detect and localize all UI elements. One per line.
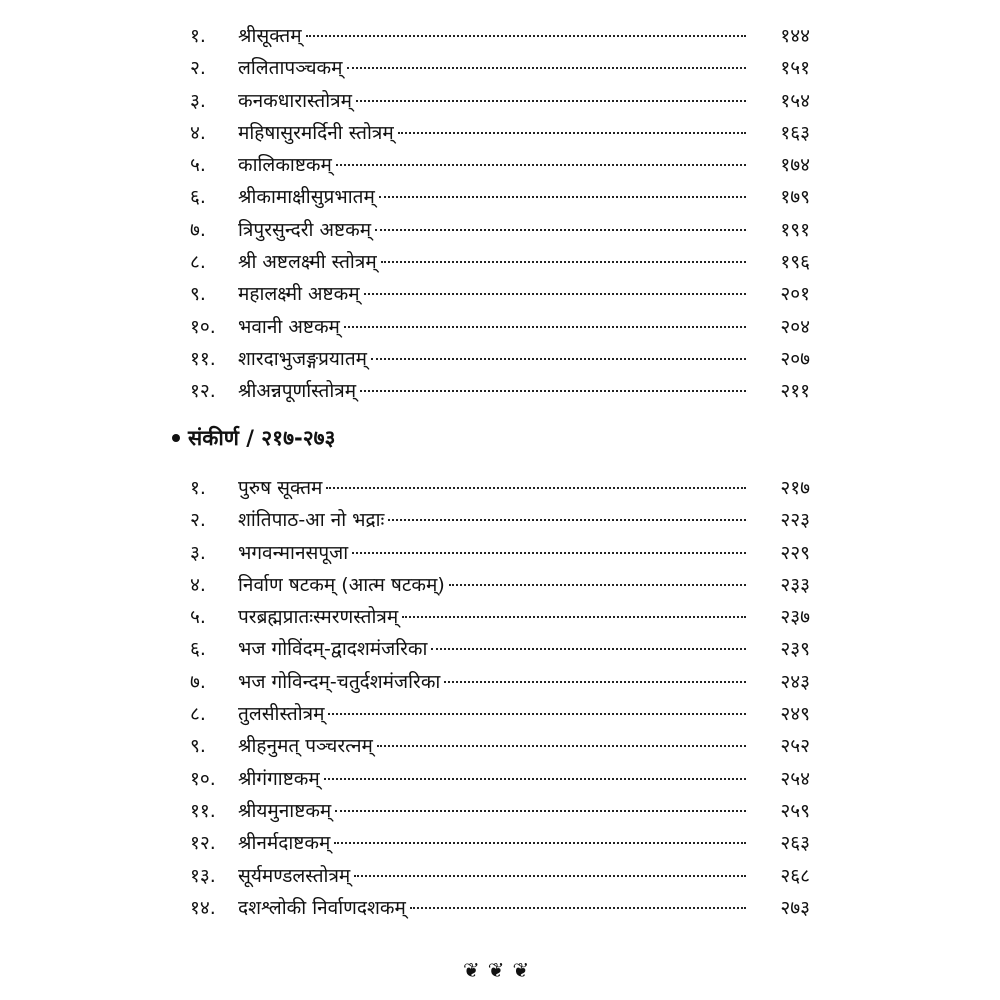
toc-row bbox=[190, 214, 810, 246]
dot-leader bbox=[336, 164, 746, 166]
footer-ornament-icon: ❦❦❦ bbox=[462, 958, 538, 982]
toc-row bbox=[190, 633, 810, 665]
toc-entry-number: ८. bbox=[190, 703, 206, 726]
toc-row bbox=[190, 569, 810, 601]
toc-entry-number: ६. bbox=[190, 186, 206, 209]
toc-entry-title: श्रीयमुनाष्टकम् bbox=[238, 799, 332, 822]
dot-leader bbox=[344, 326, 746, 328]
toc-entry-page: १४४ bbox=[780, 25, 810, 47]
section-heading-text: संकीर्ण / २१७-२७३ bbox=[188, 426, 336, 450]
toc-row bbox=[190, 85, 810, 117]
toc-entry-number: ८. bbox=[190, 251, 206, 274]
toc-entry-title: सूर्यमण्डलस्तोत्रम् bbox=[238, 864, 351, 887]
toc-entry-number: ३. bbox=[190, 89, 206, 112]
toc-entry-number: २. bbox=[190, 509, 206, 532]
dot-leader bbox=[334, 842, 746, 844]
toc-entry-number: १२. bbox=[190, 832, 216, 855]
toc-entry-page: २०७ bbox=[780, 347, 810, 370]
toc-entry-title: श्रीअन्नपूर्णास्तोत्रम् bbox=[238, 380, 357, 403]
toc-entry-page: १५४ bbox=[780, 89, 810, 112]
toc-entry-page: २३७ bbox=[780, 606, 810, 629]
dot-leader bbox=[375, 229, 746, 231]
toc-entry-number: ३. bbox=[190, 541, 206, 564]
toc-row bbox=[190, 375, 810, 407]
toc-row bbox=[190, 20, 810, 52]
dot-leader bbox=[326, 487, 746, 489]
toc-entry-page: २२३ bbox=[780, 509, 810, 532]
dot-leader bbox=[356, 100, 746, 102]
toc-entry-number: ४. bbox=[190, 573, 206, 596]
dot-leader bbox=[354, 875, 746, 877]
toc-list-sankirna bbox=[190, 472, 810, 924]
toc-entry-title: श्री अष्टलक्ष्मी स्तोत्रम् bbox=[238, 251, 377, 274]
toc-row bbox=[190, 343, 810, 375]
toc-entry-number: ११. bbox=[190, 347, 216, 370]
dot-leader bbox=[381, 261, 746, 263]
toc-row bbox=[190, 52, 810, 84]
toc-entry-number: १०. bbox=[190, 767, 216, 790]
toc-row bbox=[190, 537, 810, 569]
toc-entry-title: श्रीसूक्तम् bbox=[238, 25, 302, 47]
toc-entry-page: १५१ bbox=[780, 57, 810, 80]
toc-entry-title: निर्वाण षटकम् (आत्म षटकम्) bbox=[238, 573, 445, 596]
toc-entry-page: २४३ bbox=[780, 670, 810, 693]
toc-entry-page: २५२ bbox=[780, 735, 810, 758]
toc-entry-page: २७३ bbox=[780, 896, 810, 919]
dot-leader bbox=[324, 778, 746, 780]
dot-leader bbox=[364, 293, 746, 295]
section-heading bbox=[172, 424, 335, 452]
toc-entry-title: भज गोविन्दम्-चतुर्दशमंजरिका bbox=[238, 670, 441, 693]
toc-entry-page: १७४ bbox=[780, 154, 810, 177]
toc-row bbox=[190, 472, 810, 504]
toc-entry-number: १. bbox=[190, 25, 206, 47]
bullet-icon bbox=[172, 434, 180, 442]
dot-leader bbox=[410, 907, 746, 909]
toc-entry-title: पुरुष सूक्तम bbox=[238, 477, 323, 499]
dot-leader bbox=[402, 616, 746, 618]
toc-entry-number: १३. bbox=[190, 864, 216, 887]
toc-entry-title: कालिकाष्टकम् bbox=[238, 154, 332, 177]
dot-leader bbox=[306, 35, 746, 37]
toc-entry-title: ललितापञ्चकम् bbox=[238, 57, 343, 80]
toc-entry-page: २४९ bbox=[780, 703, 810, 726]
dot-leader bbox=[352, 552, 746, 554]
toc-entry-page: २०१ bbox=[780, 283, 810, 306]
toc-row bbox=[190, 246, 810, 278]
toc-entry-title: महालक्ष्मी अष्टकम् bbox=[238, 283, 360, 306]
toc-entry-title: श्रीहनुमत् पञ्चरत्नम् bbox=[238, 735, 373, 758]
toc-entry-number: ५. bbox=[190, 606, 206, 629]
toc-entry-page: २६८ bbox=[780, 864, 810, 887]
toc-entry-page: २५९ bbox=[780, 799, 810, 822]
toc-list-stotras bbox=[190, 20, 810, 408]
toc-entry-page: २३३ bbox=[780, 573, 810, 596]
toc-row bbox=[190, 730, 810, 762]
toc-entry-title: महिषासुरमर्दिनी स्तोत्रम् bbox=[238, 121, 394, 144]
toc-entry-page: २०४ bbox=[780, 315, 810, 338]
toc-row bbox=[190, 278, 810, 310]
toc-row bbox=[190, 117, 810, 149]
toc-entry-page: २१७ bbox=[780, 477, 810, 499]
dot-leader bbox=[431, 648, 746, 650]
toc-row bbox=[190, 311, 810, 343]
toc-entry-page: २२९ bbox=[780, 541, 810, 564]
toc-row bbox=[190, 860, 810, 892]
toc-entry-page: १६३ bbox=[780, 121, 810, 144]
toc-entry-number: ११. bbox=[190, 799, 216, 822]
toc-entry-page: २६३ bbox=[780, 832, 810, 855]
toc-entry-page: २३९ bbox=[780, 638, 810, 661]
toc-row bbox=[190, 698, 810, 730]
dot-leader bbox=[360, 390, 746, 392]
dot-leader bbox=[335, 810, 746, 812]
toc-entry-title: तुलसीस्तोत्रम् bbox=[238, 703, 325, 726]
dot-leader bbox=[377, 745, 746, 747]
toc-entry-number: ९. bbox=[190, 735, 206, 758]
toc-entry-page: १७९ bbox=[780, 186, 810, 209]
dot-leader bbox=[444, 681, 746, 683]
dot-leader bbox=[388, 519, 746, 521]
toc-entry-number: ५. bbox=[190, 154, 206, 177]
toc-row bbox=[190, 666, 810, 698]
toc-entry-title: शारदाभुजङ्गप्रयातम् bbox=[238, 347, 368, 370]
toc-entry-number: १२. bbox=[190, 380, 216, 403]
toc-entry-title: श्रीकामाक्षीसुप्रभातम् bbox=[238, 186, 375, 209]
toc-entry-title: त्रिपुरसुन्दरी अष्टकम् bbox=[238, 218, 372, 241]
toc-entry-title: परब्रह्मप्रातःस्मरणस्तोत्रम् bbox=[238, 606, 399, 629]
toc-entry-number: १०. bbox=[190, 315, 216, 338]
toc-entry-title: श्रीनर्मदाष्टकम् bbox=[238, 832, 331, 855]
toc-entry-number: ९. bbox=[190, 283, 206, 306]
toc-entry-title: दशश्लोकी निर्वाणदशकम् bbox=[238, 896, 406, 919]
toc-entry-number: १. bbox=[190, 477, 206, 499]
toc-entry-page: २५४ bbox=[780, 767, 810, 790]
toc-row bbox=[190, 795, 810, 827]
toc-entry-number: ७. bbox=[190, 218, 206, 241]
dot-leader bbox=[398, 132, 746, 134]
toc-entry-page: १९१ bbox=[780, 218, 810, 241]
toc-entry-page: १९६ bbox=[780, 251, 810, 274]
toc-entry-title: शांतिपाठ-आ नो भद्राः bbox=[238, 509, 385, 532]
dot-leader bbox=[371, 358, 746, 360]
toc-row bbox=[190, 149, 810, 181]
toc-entry-title: कनकधारास्तोत्रम् bbox=[238, 89, 353, 112]
toc-row bbox=[190, 181, 810, 213]
toc-row bbox=[190, 827, 810, 859]
toc-entry-number: ७. bbox=[190, 670, 206, 693]
toc-row bbox=[190, 892, 810, 924]
toc-entry-page: २११ bbox=[780, 380, 810, 403]
toc-entry-number: ४. bbox=[190, 121, 206, 144]
toc-entry-title: भज गोविंदम्-द्वादशमंजरिका bbox=[238, 638, 428, 661]
toc-entry-title: श्रीगंगाष्टकम् bbox=[238, 767, 320, 790]
dot-leader bbox=[328, 713, 746, 715]
dot-leader bbox=[449, 584, 746, 586]
toc-entry-title: भगवन्मानसपूजा bbox=[238, 541, 349, 564]
toc-row bbox=[190, 763, 810, 795]
toc-entry-title: भवानी अष्टकम् bbox=[238, 315, 340, 338]
toc-entry-number: १४. bbox=[190, 896, 216, 919]
toc-row bbox=[190, 504, 810, 536]
toc-entry-number: २. bbox=[190, 57, 206, 80]
dot-leader bbox=[379, 196, 746, 198]
toc-row bbox=[190, 601, 810, 633]
dot-leader bbox=[347, 67, 746, 69]
toc-entry-number: ६. bbox=[190, 638, 206, 661]
